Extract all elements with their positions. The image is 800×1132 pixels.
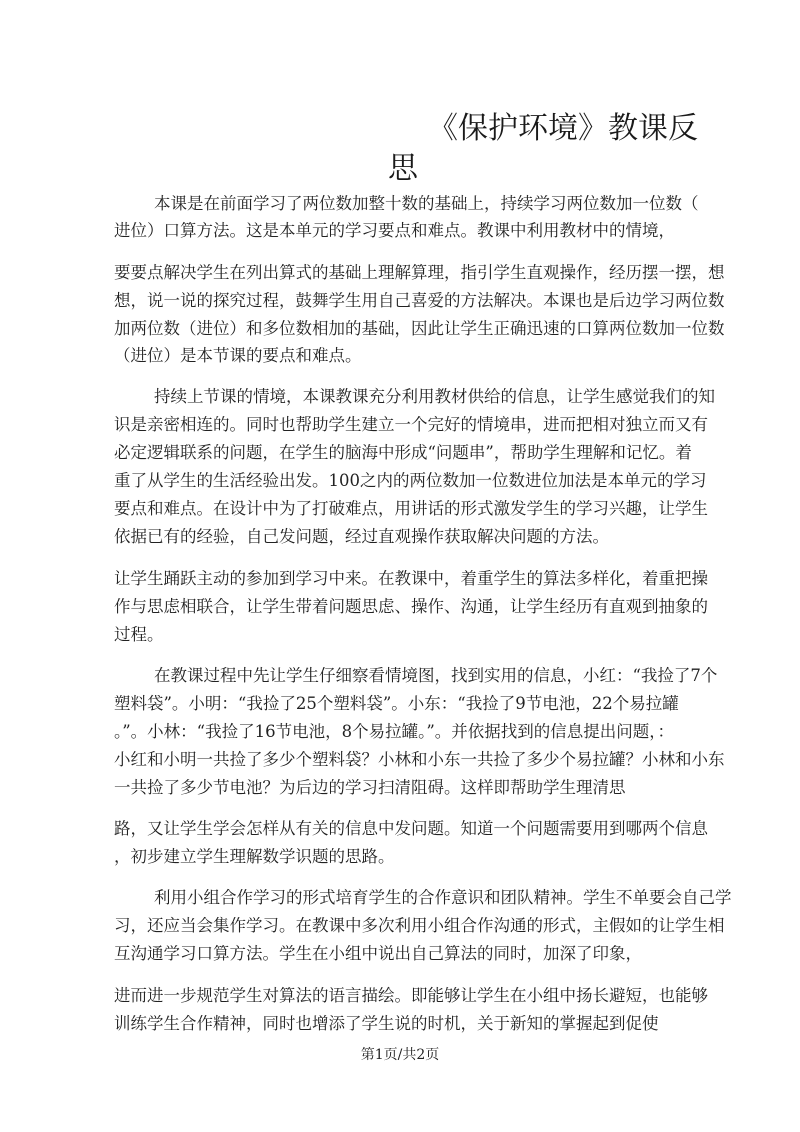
body-text-line: 塑料袋”。小明：“我捡了25个塑料袋”。小东：“我捡了9节电池，22个易拉罐 [114, 694, 679, 713]
document-title-line-1: 《保护环境》教课反 [428, 111, 698, 146]
document-title-line-2: 思 [388, 151, 418, 186]
body-text-line: ，初步建立学生理解数学识题的思路。 [114, 847, 395, 866]
body-text-line: 重了从学生的生活经验出发。100之内的两位数加一位数进位加法是本单元的学习 [114, 471, 707, 490]
body-text-line: 。”。小林：“我捡了16节电池，8个易拉罐。”。并依据找到的信息提出问题，： [114, 722, 675, 741]
body-text-line: 加两位数（进位）和多位数相加的基础，因此让学生正确迅速的口算两位数加一位数 [114, 319, 725, 338]
body-text-line: 一共捡了多少节电池？为后边的学习扫清阻碍。这样即帮助学生理清思 [114, 778, 626, 797]
body-text-line: 路，又让学生学会怎样从有关的信息中发问题。知道一个问题需要用到哪两个信息 [114, 819, 708, 838]
body-text-line: 要点和难点。在设计中为了打破难点，用讲话的形式激发学生的学习兴趣，让学生 [114, 499, 708, 518]
body-text-line: 小红和小明一共捡了多少个塑料袋？小林和小东一共捡了多少个易拉罐？小林和小东 [114, 750, 725, 769]
body-text-line: 想，说一说的探究过程，鼓舞学生用自己喜爱的方法解决。本课也是后边学习两位数 [114, 291, 725, 310]
body-text-line: 依据已有的经验，自己发问题，经过直观操作获取解决问题的方法。 [114, 527, 609, 546]
body-text-line: 必定逻辑联系的问题，在学生的脑海中形成“问题串”，帮助学生理解和记忆。着 [114, 443, 692, 462]
body-text-line: 进而进一步规范学生对算法的语言描绘。即能够让学生在小组中扬长避短，也能够 [114, 986, 708, 1005]
body-text-line: （进位）是本节课的要点和难点。 [114, 346, 362, 365]
body-text-line: 识是亲密相连的。同时也帮助学生建立一个完好的情境串，进而把相对独立而又有 [114, 415, 708, 434]
body-text-line: 要要点解决学生在列出算式的基础上理解算理，指引学生直观操作，经历摆一摆，想 [114, 263, 725, 282]
body-text-line: 过程。 [114, 625, 164, 644]
body-text-line: 本课是在前面学习了两位数加整十数的基础上，持续学习两位数加一位数（ [154, 194, 699, 213]
body-text-line: 让学生踊跃主动的参加到学习中来。在教课中，着重学生的算法多样化，着重把操 [114, 569, 708, 588]
body-text-line: 利用小组合作学习的形式培育学生的合作意识和团队精神。学生不单要会自己学 [154, 888, 732, 907]
body-text-line: 习，还应当会集作学习。在教课中多次利用小组合作沟通的形式，主假如的让学生相 [114, 916, 725, 935]
body-text-line: 作与思虑相联合，让学生带着问题思虑、操作、沟通，让学生经历有直观到抽象的 [114, 597, 708, 616]
body-text-line: 进位）口算方法。这是本单元的学习要点和难点。教课中利用教材中的情境， [114, 221, 675, 240]
body-text-line: 持续上节课的情境，本课教课充分利用教材供给的信息，让学生感觉我们的知 [154, 387, 715, 406]
body-text-line: 在教课过程中先让学生仔细察看情境图，找到实用的信息，小红：“我捡了7个 [154, 666, 718, 685]
page-number-footer: 第1页/共2页 [360, 1047, 440, 1063]
body-text-line: 互沟通学习口算方法。学生在小组中说出自己算法的同时，加深了印象， [114, 944, 642, 963]
body-text-line: 训练学生合作精神，同时也增添了学生说的时机，关于新知的掌握起到促使 [114, 1014, 659, 1033]
